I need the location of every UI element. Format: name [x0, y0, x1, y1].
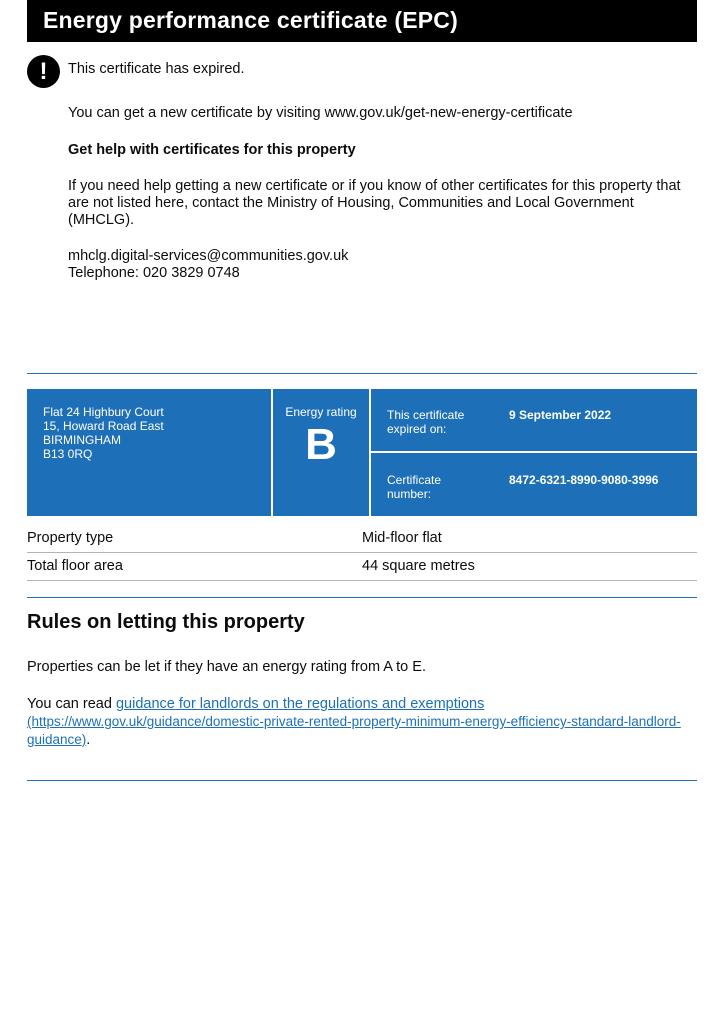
address-line-1: Flat 24 Highbury Court: [43, 405, 164, 419]
letting-heading: Rules on letting this property: [27, 611, 305, 633]
expiry-date: 9 September 2022: [509, 408, 612, 422]
guidance-url[interactable]: (https://www.gov.uk/guidance/domestic-private-rented-property-minimum-energy-efficiency-standard-landlord-guidance): [27, 714, 681, 747]
guidance-link[interactable]: guidance for landlords on the regulations and exemptions: [115, 696, 485, 712]
expired-notice: This certificate has expired.: [68, 61, 245, 77]
guidance-suffix: .: [86, 732, 91, 748]
rating-cell: [273, 389, 369, 516]
property-type-row: [27, 524, 697, 553]
divider: [27, 780, 697, 781]
help-heading: Get help with certificates for this property: [68, 142, 356, 158]
address-cell: [27, 389, 271, 516]
contact-email: mhclg.digital-services@communities.gov.uk: [68, 248, 349, 264]
new-certificate-text: You can get a new certificate by visiting www.gov.uk/get-new-energy-certificate: [68, 105, 573, 121]
certificate-panel: [27, 389, 697, 516]
property-type-value: Mid-floor flat: [362, 530, 442, 546]
letting-rule-text: Properties can be let if they have an energy rating from A to E.: [27, 659, 426, 675]
certificate-number: 8472-6321-8990-9080-3996: [509, 473, 659, 487]
divider: [27, 597, 697, 598]
address-line-4: B13 0RQ: [43, 447, 93, 461]
title-bar: [27, 0, 697, 42]
floor-area-label: Total floor area: [27, 558, 123, 574]
exclamation-icon: !: [27, 55, 60, 88]
address-line-2: 15, Howard Road East: [43, 419, 164, 433]
rating-label: Energy rating: [285, 405, 357, 419]
help-text: If you need help getting a new certificate or if you know of other certificates for this property that are not listed here, contact the Ministry of Housing, Communities and Local Government (MHCLG).: [68, 178, 681, 228]
floor-area-row: [27, 552, 697, 581]
property-type-label: Property type: [27, 530, 114, 546]
guidance-prefix: You can read: [27, 696, 116, 712]
expiry-label: This certificate expired on:: [387, 408, 465, 436]
address-line-3: BIRMINGHAM: [43, 433, 121, 447]
certificate-number-cell: [371, 453, 697, 516]
divider: [27, 373, 697, 374]
contact-telephone: Telephone: 020 3829 0748: [68, 265, 240, 281]
expiry-cell: [371, 389, 697, 451]
certificate-number-label: Certificate number:: [387, 473, 442, 501]
floor-area-value: 44 square metres: [362, 558, 475, 574]
page-title: Energy performance certificate (EPC): [43, 7, 458, 33]
energy-rating: B: [305, 420, 337, 469]
guidance-paragraph: [27, 695, 699, 749]
